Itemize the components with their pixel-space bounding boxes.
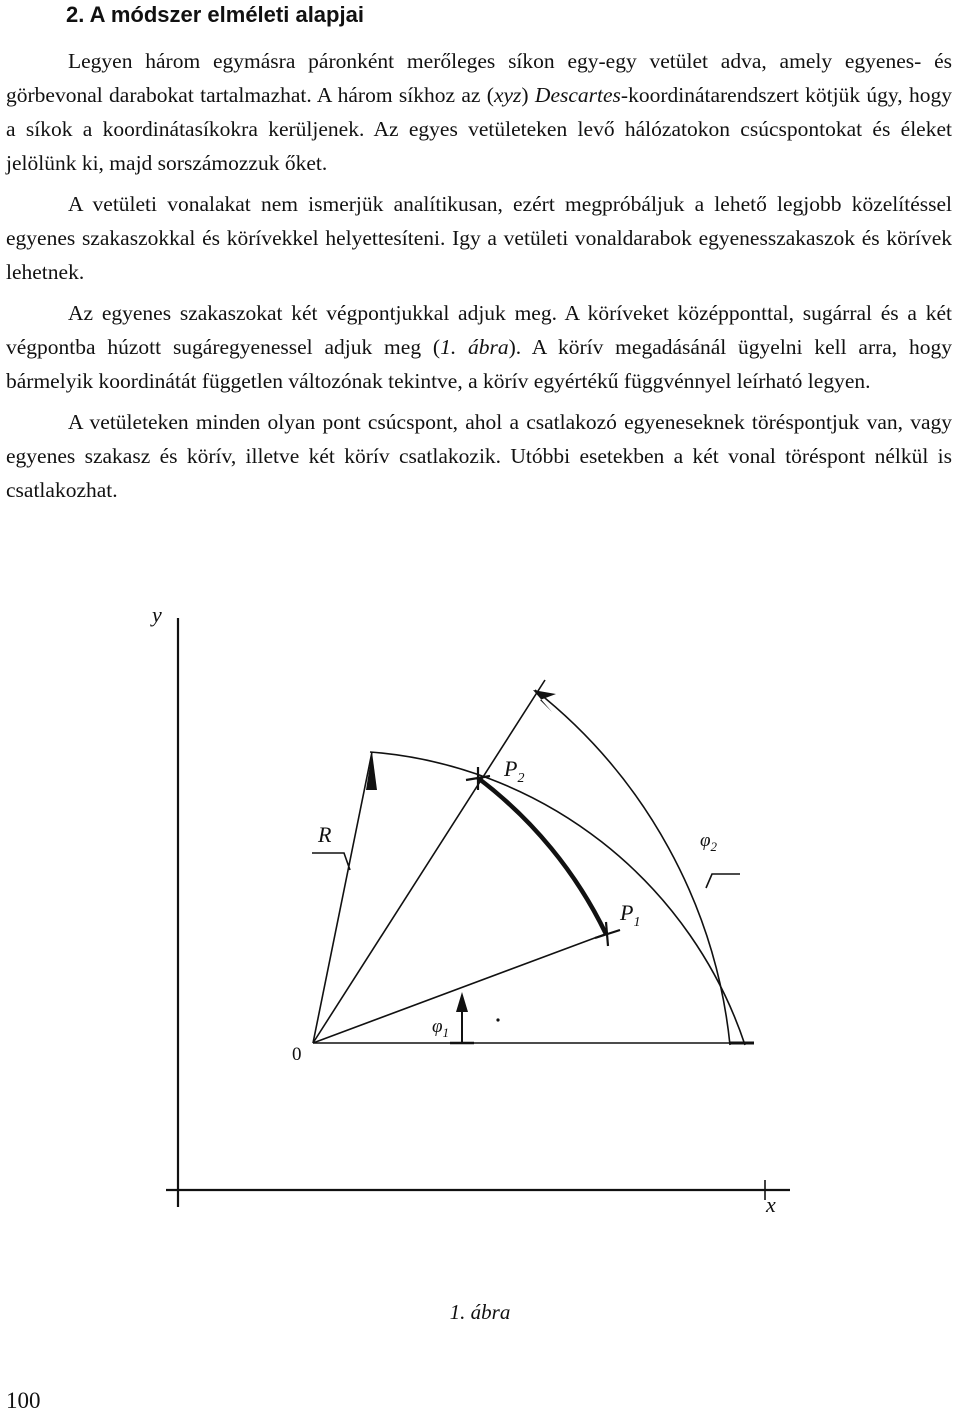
figure-arc-diagram xyxy=(0,560,960,1260)
label-r: R xyxy=(318,822,332,847)
cross-p1 xyxy=(595,922,620,946)
label-p1: $P_1$ xyxy=(620,900,641,930)
body-text xyxy=(6,44,952,514)
paragraph-4: A vetületeken minden olyan pont csúcspont, ahol a csatlakozó egyeneseknek töréspontjuk van, vagy egyenes szakasz és körív, illetve két körív csatlakozik. Utóbbi esetekben a két vonal töréspont nélkül is csatlakozhat. xyxy=(6,410,952,502)
highlighted-arc-p2-p1 xyxy=(478,778,606,934)
paragraph-1: Legyen három egymásra páronként merőleges síkon egy-egy vetület adva, amely egyenes- és görbevonal darabokat tartalmazhat. A három síkhoz az (xyz) Descartes-koordinátarendszert kötjük úgy, hogy a síkok a koordinátasíkokra kerüljenek. Az egyes vetületeken levő hálózatokon csúcspontokat és éleket jelölünk ki, majd sorszámozzuk őket. xyxy=(6,49,952,175)
page-number: 100 xyxy=(6,1388,41,1413)
paragraph-3: Az egyenes szakaszokat két végpontjukkal adjuk meg. A köríveket középponttal, sugárral és a két végpontba húzott sugáregyenessel adjuk meg (1. ábra). A körív megadásánál ügyelni kell arra, hogy bármelyik koordinátát független változónak tekintve, a körív egyértékű függvénnyel leírható legyen. xyxy=(6,301,953,393)
axis-label-y: y xyxy=(152,602,162,627)
label-phi2: $\varphi_2$ xyxy=(700,830,718,854)
origin-label: 0 xyxy=(292,1044,302,1065)
arrow-outer xyxy=(533,690,556,712)
figure-caption: 1. ábra xyxy=(449,1300,511,1324)
label-phi1: $\varphi_1$ xyxy=(432,1016,450,1040)
axis-label-x: x xyxy=(766,1192,776,1217)
leader-r xyxy=(312,853,350,870)
radius-line-r xyxy=(313,752,372,1043)
label-p2: $P_2$ xyxy=(504,756,525,786)
dot-mark xyxy=(496,1018,499,1021)
section-heading: 2. A módszer elméleti alapjai xyxy=(66,2,364,27)
leader-phi2 xyxy=(706,874,740,888)
paragraph-2: A vetületi vonalakat nem ismerjük analítikusan, ezért megpróbáljuk a lehető legjobb közelítéssel egyenes szakaszokkal és körívekkel helyettesíteni. Igy a vetületi vonaldarabok egyenesszakaszok és körívek lehetnek. xyxy=(6,192,952,284)
radius-line-p1 xyxy=(313,933,608,1043)
